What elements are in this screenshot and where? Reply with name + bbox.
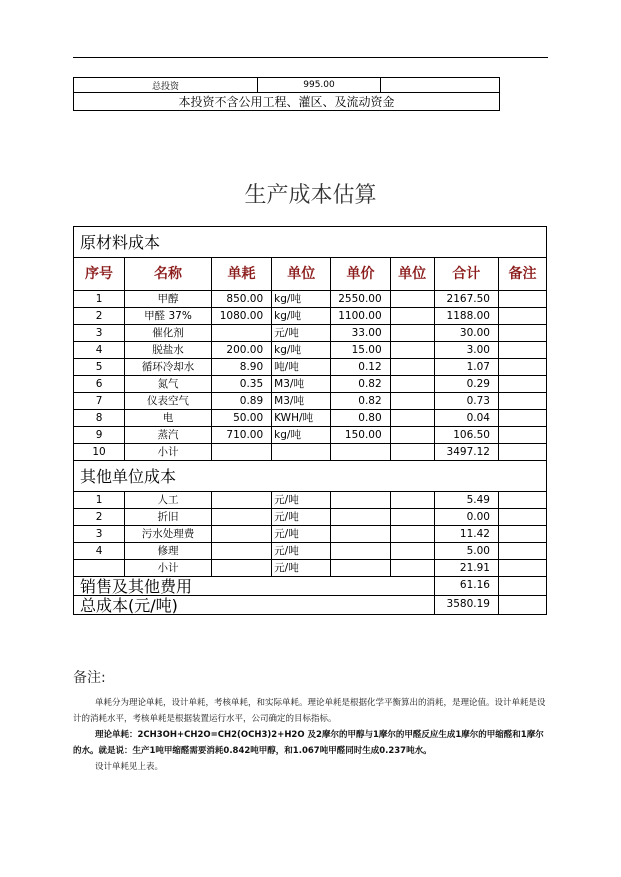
row-name: 甲醛 37% (125, 308, 212, 325)
raw-materials-heading: 原材料成本 (74, 227, 547, 258)
row-remark (498, 560, 546, 577)
row-unit: kg/吨 (272, 291, 331, 308)
row-total: 21.91 (434, 560, 498, 577)
table-row (74, 359, 547, 376)
row-unit: kg/吨 (272, 308, 331, 325)
row-consumption: 50.00 (211, 410, 271, 427)
row-remark (498, 308, 546, 325)
row-unit: 元/吨 (272, 543, 331, 560)
row-name: 蒸汽 (125, 427, 212, 444)
table-row (74, 308, 547, 325)
row-remark (498, 526, 546, 543)
row-price-unit (390, 325, 434, 342)
row-remark (498, 342, 546, 359)
row-total: 0.73 (434, 393, 498, 410)
row-unit: kg/吨 (272, 427, 331, 444)
row-no: 1 (74, 291, 125, 308)
row-consumption: 0.89 (211, 393, 271, 410)
row-consumption: 850.00 (211, 291, 271, 308)
row-price: 0.82 (331, 393, 390, 410)
row-name: 脱盐水 (125, 342, 212, 359)
row-remark (498, 325, 546, 342)
sales-other-label: 销售及其他费用 (74, 577, 435, 596)
table-row (74, 427, 547, 444)
row-name: 人工 (125, 492, 212, 509)
row-name: 氮气 (125, 376, 212, 393)
row-total: 3.00 (434, 342, 498, 359)
row-price-unit (390, 393, 434, 410)
row-no: 8 (74, 410, 125, 427)
row-consumption: 0.35 (211, 376, 271, 393)
row-name: 修理 (125, 543, 212, 560)
header-price: 单价 (331, 258, 390, 291)
investment-empty (381, 78, 500, 93)
header-remark: 备注 (498, 258, 546, 291)
row-price (331, 509, 390, 526)
row-no: 2 (74, 509, 125, 526)
row-price: 150.00 (331, 427, 390, 444)
row-no: 4 (74, 543, 125, 560)
table-row (74, 543, 547, 560)
row-price: 33.00 (331, 325, 390, 342)
row-consumption: 1080.00 (211, 308, 271, 325)
page-title: 生产成本估算 (244, 183, 377, 208)
table-row (74, 444, 547, 461)
header-consumption: 单耗 (211, 258, 271, 291)
row-price: 0.80 (331, 410, 390, 427)
row-price (331, 560, 390, 577)
row-price-unit (390, 444, 434, 461)
row-price: 1100.00 (331, 308, 390, 325)
row-no: 4 (74, 342, 125, 359)
row-no: 1 (74, 492, 125, 509)
row-unit: 元/吨 (272, 509, 331, 526)
sales-other-remark (498, 577, 546, 596)
row-price: 0.12 (331, 359, 390, 376)
row-price (331, 543, 390, 560)
row-price: 15.00 (331, 342, 390, 359)
row-price-unit (390, 427, 434, 444)
row-unit: M3/吨 (272, 376, 331, 393)
table-row (74, 342, 547, 359)
row-total: 3497.12 (434, 444, 498, 461)
row-name: 小计 (125, 444, 212, 461)
investment-note: 本投资不含公用工程、灌区、及流动资金 (74, 93, 500, 111)
table-row (74, 291, 547, 308)
row-name: 小计 (125, 560, 212, 577)
row-consumption: 710.00 (211, 427, 271, 444)
row-no: 5 (74, 359, 125, 376)
row-total: 1.07 (434, 359, 498, 376)
row-consumption (211, 492, 271, 509)
row-consumption (211, 509, 271, 526)
row-remark (498, 376, 546, 393)
row-no: 6 (74, 376, 125, 393)
row-total: 5.49 (434, 492, 498, 509)
table-row (74, 393, 547, 410)
row-price-unit (390, 410, 434, 427)
row-total: 0.29 (434, 376, 498, 393)
row-unit: 元/吨 (272, 526, 331, 543)
row-remark (498, 410, 546, 427)
row-unit (272, 444, 331, 461)
row-remark (498, 492, 546, 509)
cost-table (73, 226, 547, 615)
table-row (74, 509, 547, 526)
row-no: 9 (74, 427, 125, 444)
header-total: 合计 (434, 258, 498, 291)
row-price-unit (390, 543, 434, 560)
row-unit: KWH/吨 (272, 410, 331, 427)
header-unit: 单位 (272, 258, 331, 291)
row-price (331, 444, 390, 461)
row-total: 11.42 (434, 526, 498, 543)
table-row (74, 492, 547, 509)
row-name: 循环冷却水 (125, 359, 212, 376)
row-price-unit (390, 291, 434, 308)
row-remark (498, 543, 546, 560)
row-price: 0.82 (331, 376, 390, 393)
row-remark (498, 427, 546, 444)
row-total: 0.00 (434, 509, 498, 526)
row-unit: 元/吨 (272, 560, 331, 577)
row-remark (498, 509, 546, 526)
notes-paragraph-3: 设计单耗见上表。 (95, 762, 164, 772)
header-price-unit: 单位 (390, 258, 434, 291)
row-unit: M3/吨 (272, 393, 331, 410)
row-total: 30.00 (434, 325, 498, 342)
row-remark (498, 444, 546, 461)
column-headers (74, 258, 547, 291)
sales-other-value: 61.16 (434, 577, 498, 596)
row-no: 7 (74, 393, 125, 410)
row-price-unit (390, 560, 434, 577)
row-total: 0.04 (434, 410, 498, 427)
row-consumption: 200.00 (211, 342, 271, 359)
row-unit: 元/吨 (272, 325, 331, 342)
row-remark (498, 359, 546, 376)
table-row (74, 376, 547, 393)
row-total: 106.50 (434, 427, 498, 444)
table-row (74, 410, 547, 427)
row-remark (498, 393, 546, 410)
row-consumption (211, 543, 271, 560)
row-price: 2550.00 (331, 291, 390, 308)
row-remark (498, 291, 546, 308)
row-unit: kg/吨 (272, 342, 331, 359)
notes-paragraph-1: 单耗分为理论单耗，设计单耗，考核单耗，和实际单耗。理论单耗是根据化学平衡算出的消耗，是理论值。设计单耗是设计的消耗水平，考核单耗是根据装置运行水平，公司确定的目标指标。 (73, 698, 546, 724)
row-price (331, 492, 390, 509)
row-no (74, 560, 125, 577)
notes-paragraph-2: 理论单耗：2CH3OH+CH2O=CH2(OCH3)2+H2O 及2摩尔的甲醇与1摩尔的甲醛反应生成1摩尔的甲缩醛和1摩尔的水。就是说：生产1吨甲缩醛需要消耗0.842吨甲醇，和1.067吨甲醛同时生成0.237吨水。 (73, 730, 544, 756)
row-name: 折旧 (125, 509, 212, 526)
total-cost-remark (498, 596, 546, 615)
row-price (331, 526, 390, 543)
row-unit: 吨/吨 (272, 359, 331, 376)
table-row (74, 526, 547, 543)
row-no: 3 (74, 526, 125, 543)
row-consumption (211, 325, 271, 342)
row-price-unit (390, 509, 434, 526)
investment-value: 995.00 (258, 78, 381, 93)
row-name: 催化剂 (125, 325, 212, 342)
row-consumption (211, 444, 271, 461)
row-price-unit (390, 376, 434, 393)
table-row (74, 560, 547, 577)
row-consumption (211, 526, 271, 543)
total-cost-value: 3580.19 (434, 596, 498, 615)
row-price-unit (390, 342, 434, 359)
row-no: 2 (74, 308, 125, 325)
row-price-unit (390, 359, 434, 376)
row-unit: 元/吨 (272, 492, 331, 509)
row-total: 2167.50 (434, 291, 498, 308)
row-name: 仪表空气 (125, 393, 212, 410)
investment-label: 总投资 (74, 78, 258, 93)
row-price-unit (390, 526, 434, 543)
row-name: 甲醇 (125, 291, 212, 308)
row-name: 污水处理费 (125, 526, 212, 543)
table-row (74, 325, 547, 342)
header-rule (73, 57, 548, 58)
header-no: 序号 (74, 258, 125, 291)
header-name: 名称 (125, 258, 212, 291)
notes-section (73, 667, 549, 775)
row-no: 10 (74, 444, 125, 461)
row-consumption (211, 560, 271, 577)
row-total: 1188.00 (434, 308, 498, 325)
investment-table (73, 77, 500, 111)
row-price-unit (390, 492, 434, 509)
row-total: 5.00 (434, 543, 498, 560)
row-no: 3 (74, 325, 125, 342)
other-costs-heading: 其他单位成本 (74, 461, 547, 492)
row-consumption: 8.90 (211, 359, 271, 376)
notes-title: 备注: (73, 670, 106, 686)
total-cost-label: 总成本(元/吨) (74, 596, 435, 615)
row-name: 电 (125, 410, 212, 427)
row-price-unit (390, 308, 434, 325)
